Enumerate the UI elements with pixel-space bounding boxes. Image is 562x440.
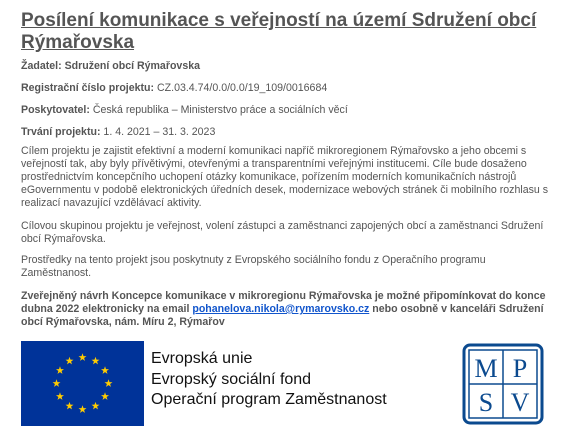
notice-text-end: nebo osobně v kanceláři Sdružení obcí Rýmařovska, nám. Míru 2, Rýmařov <box>21 303 544 328</box>
mpsv-logo <box>462 343 544 425</box>
eu-flag-icon <box>21 341 144 426</box>
notice-paragraph <box>21 290 551 329</box>
eu-logo-text <box>151 349 387 411</box>
paragraph-goal: Cílem projektu je zajistit efektivní a moderní komunikaci napříč mikroregionem Rýmařovsko a jeho obcemi s veřejností tak, aby byly přívětivými, otevřenými a transparentními veřejnými institucemi. Cíle bude dosaženo prostřednictvím koncepčního uchopení otázky komunikace, pořízením moderních komunikačních nástrojů eGovernmentu v podobě elektronických úředních desek, modernizace webových stránek či mobilního rozhlasu s realizací navazující vzdělávací aktivity. <box>21 145 549 209</box>
logo-bar <box>21 341 551 429</box>
field-registration-number <box>21 82 327 95</box>
paragraph-target-group: Cílovou skupinou projektu je veřejnost, volení zástupci a zaměstnanci zapojených obcí a zaměstnanci Sdružení obcí Rýmařovska. <box>21 220 544 245</box>
mpsv-letter-s: S <box>478 388 494 417</box>
field-value: Česká republika – Ministerstvo práce a sociálních věcí <box>92 104 348 116</box>
field-duration <box>21 126 215 139</box>
field-value: 1. 4. 2021 – 31. 3. 2023 <box>103 126 216 138</box>
field-value: CZ.03.4.74/0.0/0.0/19_109/0016684 <box>157 82 328 94</box>
field-label: Žadatel: <box>21 60 62 72</box>
mpsv-letter-m: M <box>474 354 498 383</box>
page-title: Posílení komunikace s veřejností na území Sdružení obcí Rýmařovska <box>21 10 537 53</box>
field-label: Poskytovatel: <box>21 104 90 116</box>
eu-logo-line3: Operační program Zaměstnanost <box>151 391 387 408</box>
notice-text: Zveřejněný návrh Koncepce komunikace v mikroregionu Rýmařovska je možné připomínkovat do konce dubna 2022 elektronicky na email <box>21 290 546 315</box>
field-provider <box>21 104 348 117</box>
mpsv-letter-p: P <box>512 354 528 383</box>
email-link[interactable]: pohanelova.nikola@rymarovsko.cz <box>192 303 370 315</box>
eu-logo-line2: Evropský sociální fond <box>151 370 312 388</box>
eu-logo-line1: Evropská unie <box>151 350 253 367</box>
paragraph-funding: Prostředky na tento projekt jsou poskytnuty z Evropského sociálního fondu z Operačního programu Zaměstnanost. <box>21 254 486 279</box>
field-value: Sdružení obcí Rýmařovska <box>64 60 200 72</box>
mpsv-letter-v: V <box>510 388 530 417</box>
field-applicant <box>21 60 200 73</box>
field-label: Trvání projektu: <box>21 126 101 138</box>
field-label: Registrační číslo projektu: <box>21 82 155 94</box>
